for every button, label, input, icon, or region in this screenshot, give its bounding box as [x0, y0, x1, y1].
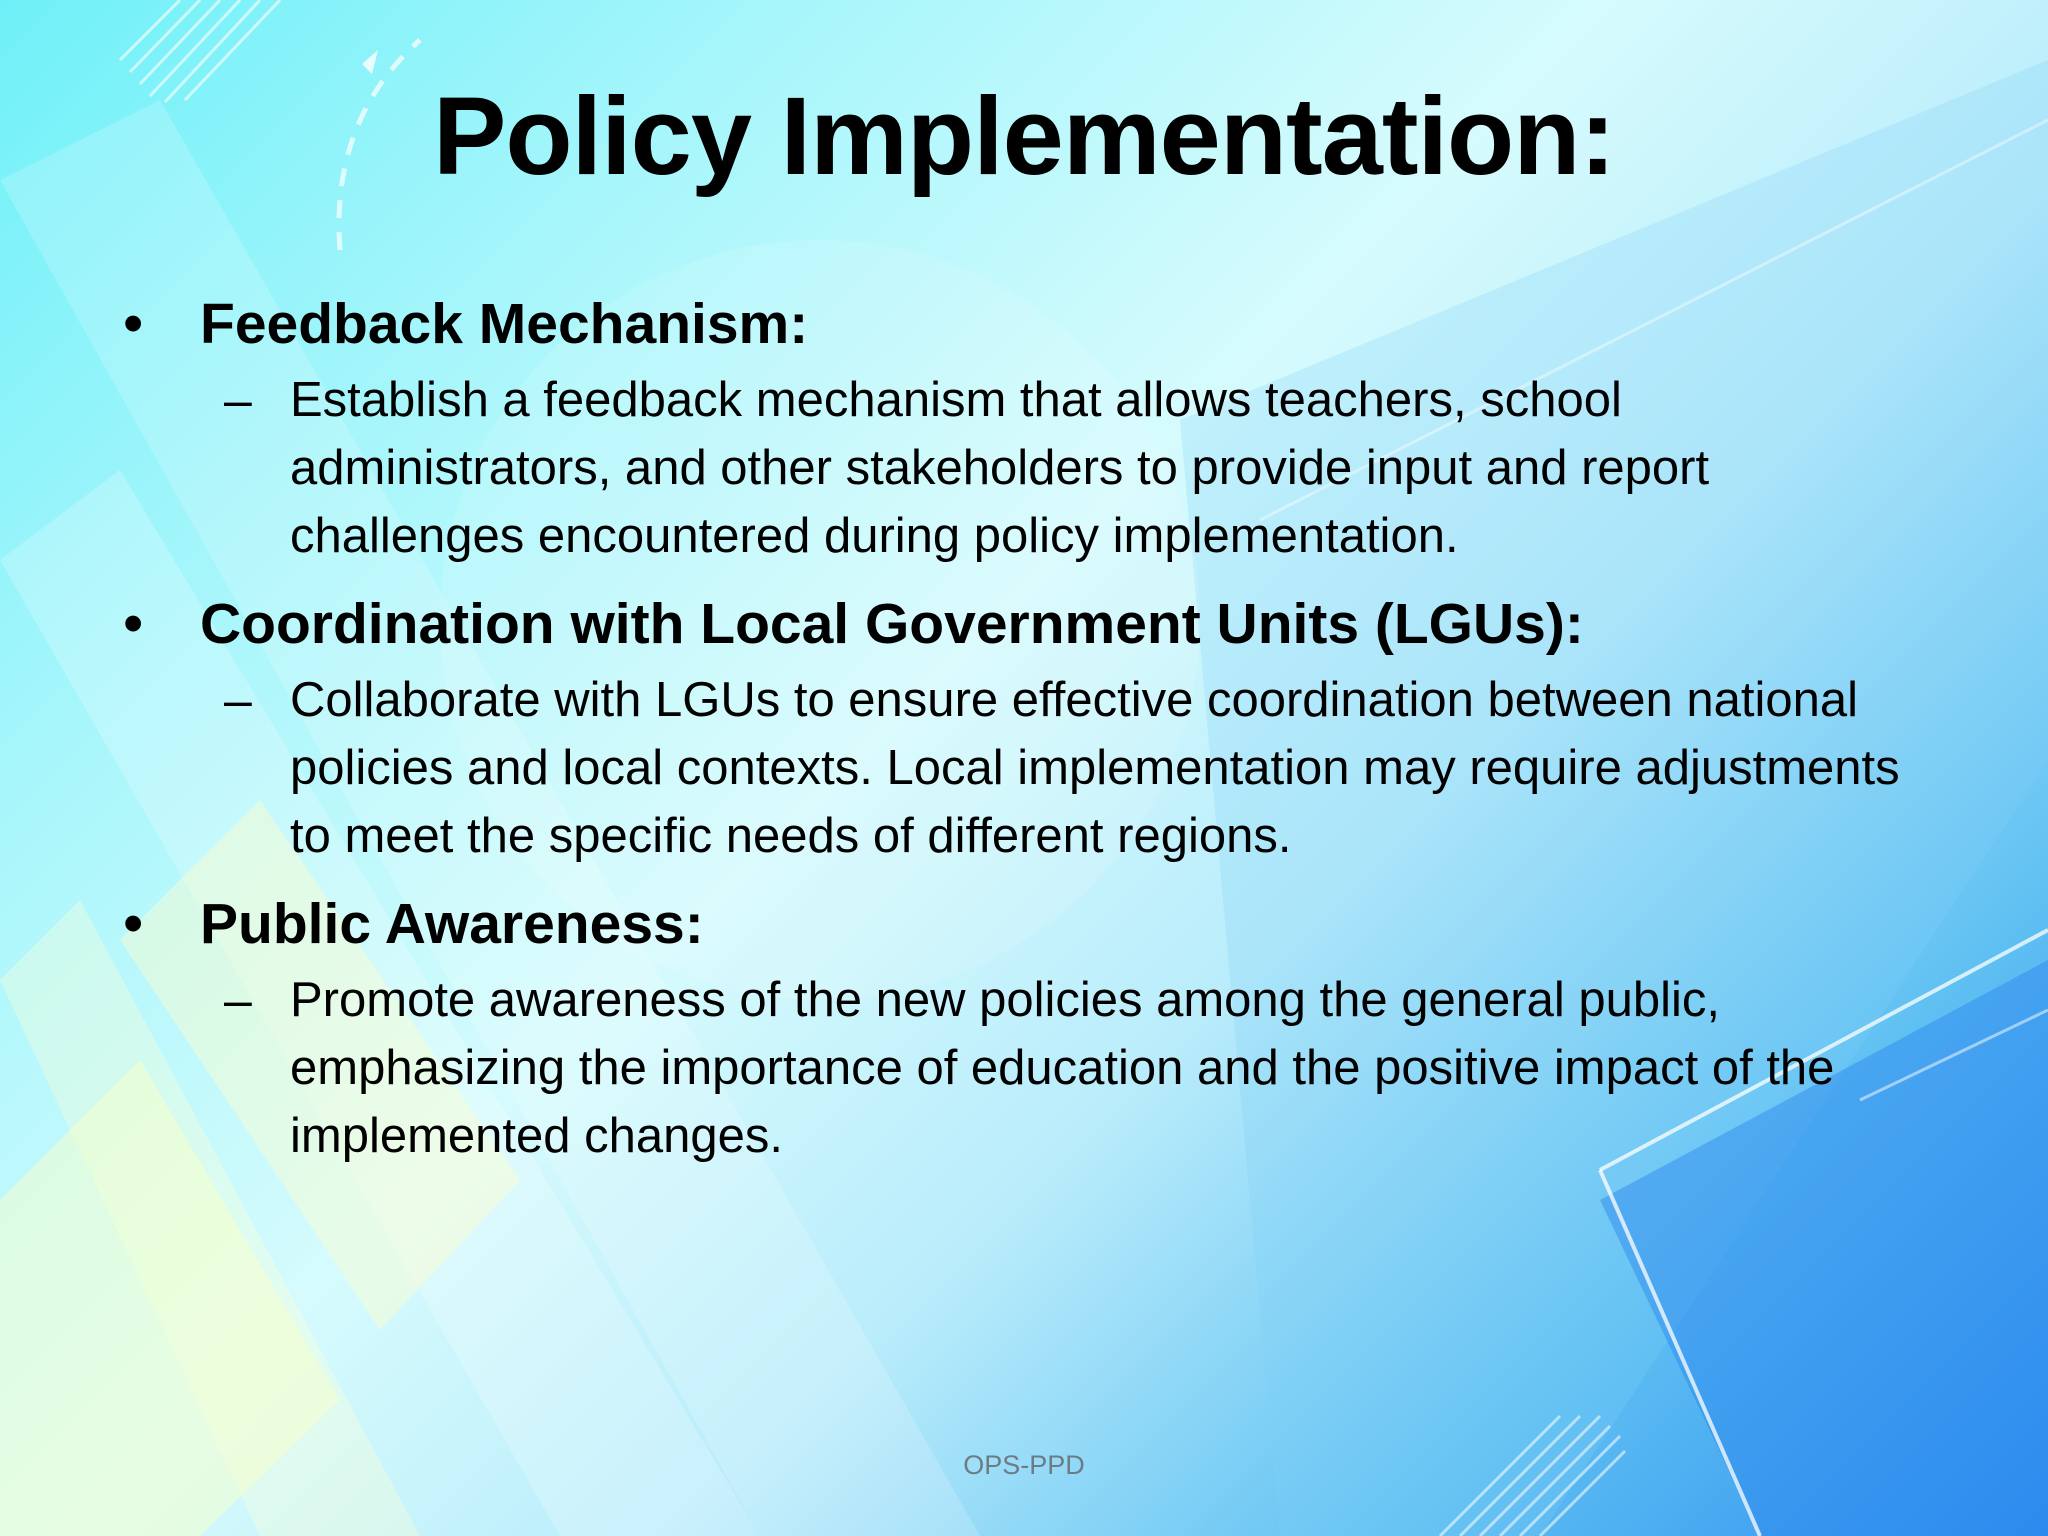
bullet-list: [120, 270, 1940, 1178]
sub-bullet-marker: –: [224, 672, 252, 728]
bullet-marker: •: [123, 291, 144, 356]
bullet-marker: •: [123, 891, 144, 956]
bullet-item: [120, 284, 1940, 364]
bullet-heading: Feedback Mechanism:: [200, 292, 809, 356]
sub-bullet-item: [120, 666, 1940, 870]
bullet-marker: •: [123, 591, 144, 656]
sub-bullet-text: Promote awareness of the new policies among the general public, emphasizing the importance of education and the positive impact of the implemented changes.: [290, 973, 1835, 1163]
sub-bullet-text: Collaborate with LGUs to ensure effective coordination between national policies and local contexts. Local implementation may require adjustments to meet the specific needs of different regions.: [290, 673, 1900, 863]
bullet-heading: Coordination with Local Government Units (LGUs):: [200, 592, 1584, 656]
sub-bullet-item: [120, 366, 1940, 570]
bullet-heading: Public Awareness:: [200, 892, 704, 956]
bullet-item: [120, 584, 1940, 664]
sub-bullet-item: [120, 966, 1940, 1170]
slide-footer: OPS-PPD: [963, 1450, 1085, 1480]
sub-bullet-text: Establish a feedback mechanism that allows teachers, school administrators, and other stakeholders to provide input and report challenges encountered during policy implementation.: [290, 373, 1710, 563]
sub-bullet-marker: –: [224, 372, 252, 428]
sub-bullet-marker: –: [224, 972, 252, 1028]
bullet-item: [120, 884, 1940, 964]
slide-title: Policy Implementation:: [432, 75, 1616, 198]
